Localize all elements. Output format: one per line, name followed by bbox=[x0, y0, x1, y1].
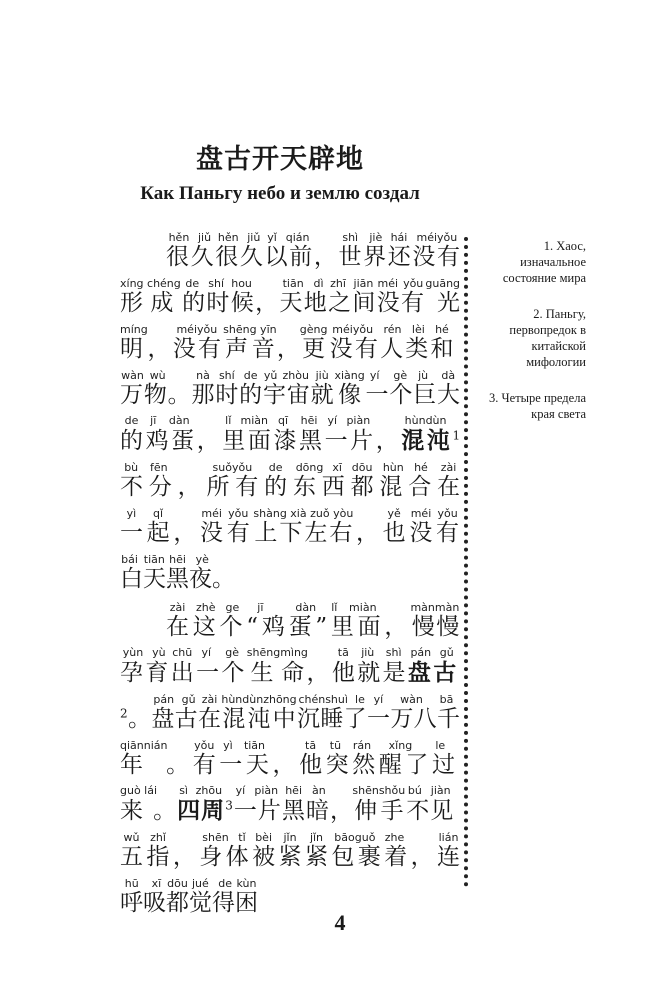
punctuation: ， bbox=[172, 844, 200, 870]
word: 没有méiyǒu bbox=[172, 323, 224, 362]
word: 不分bù fēn bbox=[120, 461, 178, 500]
punctuation: ， bbox=[145, 336, 173, 362]
word: 的de bbox=[264, 461, 293, 500]
word: 一天yì tiān bbox=[219, 739, 273, 778]
word: 连lián bbox=[437, 831, 461, 870]
page-number: 4 bbox=[334, 910, 346, 935]
punctuation: 。 bbox=[127, 706, 152, 732]
word: 没有méi yǒu bbox=[200, 507, 254, 546]
punctuation: ， bbox=[177, 474, 207, 500]
word: 被bèi bbox=[252, 831, 279, 870]
word: 出chū bbox=[170, 646, 197, 686]
word: 伸手shēnshǒu bbox=[352, 784, 406, 824]
word: 白天bái tiān bbox=[120, 553, 166, 592]
word: 的de bbox=[180, 277, 207, 316]
word: 里面lǐ miàn bbox=[222, 414, 274, 454]
footnote: 2. Паньгу, первопредок в китайской мифологии bbox=[509, 307, 586, 369]
word: 这个zhè ge bbox=[192, 601, 247, 640]
word: 混沌中hùndùnzhōng bbox=[221, 693, 297, 732]
word: 身体shēn tǐ bbox=[199, 831, 253, 870]
word: “鸡蛋”jī dàn bbox=[246, 601, 328, 640]
word: 紧紧jǐn jǐn bbox=[278, 831, 332, 870]
punctuation: ， bbox=[304, 660, 332, 686]
word: 没有méi yǒu bbox=[376, 277, 426, 316]
word: 时候shí hou bbox=[206, 277, 256, 316]
word: 盘古pán gǔ bbox=[407, 646, 457, 686]
word: 黑夜hēi yè bbox=[166, 553, 212, 592]
word: 盘古pán gǔ bbox=[151, 693, 199, 732]
word: 更gèng bbox=[299, 323, 328, 362]
word: 包裹着bāoguǒ zhe bbox=[331, 831, 411, 870]
word: 孕育yùn yù bbox=[120, 646, 171, 686]
word: 一万八千年yí wàn bā qiānnián bbox=[120, 693, 461, 778]
word: 人类rén lèi bbox=[380, 323, 431, 362]
word: 都dōu bbox=[166, 877, 189, 916]
word: 没有méiyǒu bbox=[327, 323, 381, 362]
word: 混合hùn hé bbox=[379, 461, 438, 500]
punctuation: 。 bbox=[152, 798, 178, 824]
word: 他tā bbox=[299, 739, 326, 778]
word: 醒了过来xǐng le guò lái bbox=[120, 739, 456, 824]
word: 一片yí piàn bbox=[232, 784, 282, 824]
word: 一个yí gè bbox=[196, 646, 247, 686]
footnote-marker: 3 bbox=[225, 798, 233, 813]
word: 沉睡了chénshuì le bbox=[296, 693, 367, 732]
word: 混沌hùndùn bbox=[401, 414, 453, 454]
paragraph bbox=[120, 232, 460, 602]
word: 突然tū rán bbox=[325, 739, 379, 778]
word: 巨大jù dà bbox=[413, 369, 461, 408]
punctuation: ， bbox=[384, 614, 412, 640]
word: 所有suǒyǒu bbox=[206, 461, 265, 500]
word: 万物wàn wù bbox=[120, 369, 168, 408]
punctuation: ， bbox=[313, 244, 339, 270]
word: 还没有hái méiyǒu bbox=[387, 231, 461, 270]
punctuation: ， bbox=[375, 428, 402, 454]
word: 之间zhī jiān bbox=[328, 277, 377, 316]
punctuation: ， bbox=[272, 752, 300, 778]
footnote: 1. Хаос, изначальное состояние мира bbox=[502, 239, 586, 285]
word: 像xiàng bbox=[334, 369, 365, 408]
word: 鸡蛋jī dàn bbox=[145, 414, 197, 454]
word: 四周sì zhōu bbox=[177, 784, 226, 824]
word: 东西dōng xī bbox=[292, 461, 351, 500]
word: 没有méi yǒu bbox=[409, 507, 460, 546]
punctuation: 。 bbox=[212, 566, 235, 592]
word: 光明guāng míng bbox=[120, 277, 461, 362]
punctuation: ， bbox=[330, 798, 355, 824]
word: 就jiù bbox=[310, 369, 335, 408]
footnote-marker: 1 bbox=[452, 428, 461, 443]
word: 上下左右shàng xià zuǒ yòu bbox=[253, 507, 354, 546]
word: 困kùn bbox=[235, 877, 258, 916]
punctuation: ， bbox=[410, 844, 438, 870]
word: 里面lǐ miàn bbox=[327, 601, 385, 640]
word: 也yě bbox=[382, 507, 410, 546]
punctuation: 。 bbox=[167, 382, 192, 408]
paragraph bbox=[120, 602, 460, 926]
word: 在zài bbox=[437, 461, 461, 500]
footnote-marker: 2 bbox=[120, 706, 128, 721]
word: 漆黑qī hēi bbox=[273, 414, 325, 454]
footnotes bbox=[478, 238, 586, 442]
punctuation: ， bbox=[196, 428, 223, 454]
word: 不见bú jiàn bbox=[405, 784, 454, 824]
word: 的de bbox=[120, 414, 146, 454]
word: 一个yí gè bbox=[364, 369, 414, 408]
word: 形成xíng chéng bbox=[120, 277, 181, 316]
word: 有yǒu bbox=[192, 739, 220, 778]
word: 都dōu bbox=[350, 461, 380, 500]
word: 声音shēng yīn bbox=[223, 323, 277, 362]
word: 很久hěn jiǔ bbox=[215, 231, 265, 270]
word: 宇宙yǔ zhòu bbox=[262, 369, 311, 408]
footnote: 3. Четыре предела края света bbox=[489, 391, 586, 421]
punctuation: ， bbox=[352, 520, 383, 546]
punctuation: ， bbox=[173, 520, 201, 546]
word: 生命shēngmìng bbox=[246, 646, 308, 686]
word: 和hé bbox=[430, 323, 454, 362]
punctuation: ， bbox=[274, 336, 303, 362]
word: 黑暗hēi àn bbox=[281, 784, 331, 824]
word: 很久hěn jiǔ bbox=[166, 231, 216, 270]
word: 以前yǐ qián bbox=[264, 231, 314, 270]
word: 那nà bbox=[191, 369, 216, 408]
punctuation: 。 bbox=[162, 752, 193, 778]
story-subtitle: Как Паньгу небо и землю создал bbox=[140, 183, 420, 204]
word: 呼吸hū xī bbox=[120, 877, 166, 916]
word: 的de bbox=[239, 369, 263, 408]
word: 他tā bbox=[331, 646, 358, 686]
word: 觉得jué de bbox=[189, 877, 235, 916]
word: 在zài bbox=[166, 601, 193, 640]
word: 慢慢mànmàn bbox=[410, 601, 460, 640]
story-title: 盘古开天辟地 bbox=[196, 144, 364, 175]
word: 五指wǔ zhǐ bbox=[120, 831, 173, 870]
punctuation: ， bbox=[255, 290, 280, 316]
word: 就是jiù shì bbox=[357, 646, 408, 686]
word: 一片yí piàn bbox=[324, 414, 376, 454]
word: 世界shì jiè bbox=[338, 231, 388, 270]
dotted-divider bbox=[464, 237, 468, 887]
word: 一起yì qǐ bbox=[120, 507, 174, 546]
story-text bbox=[120, 232, 460, 926]
word: 在zài bbox=[198, 693, 222, 732]
word: 时shí bbox=[215, 369, 240, 408]
word: 天地tiān dì bbox=[279, 277, 329, 316]
